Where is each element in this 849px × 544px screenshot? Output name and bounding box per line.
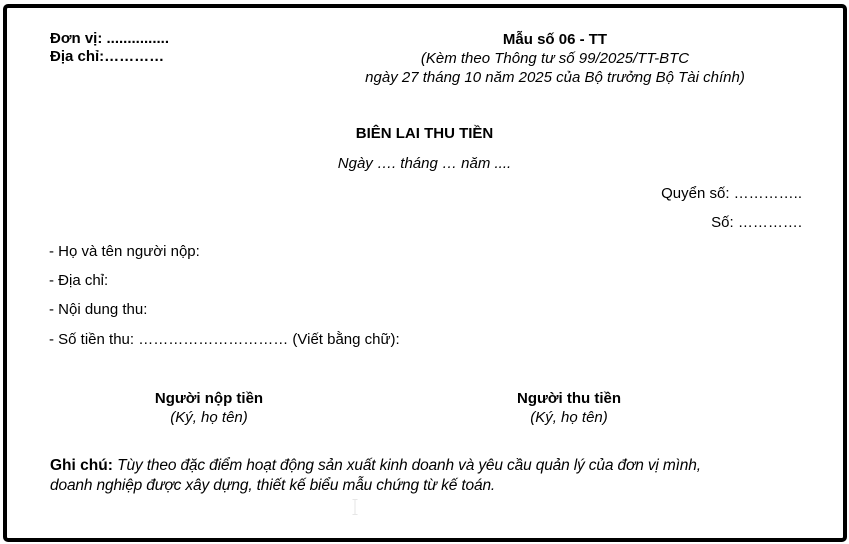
text-cursor-icon (352, 499, 358, 515)
receipt-number: Số: …………. (711, 214, 802, 231)
signature-collector-note: (Ký, họ tên) (530, 409, 608, 426)
receipt-date: Ngày …. tháng … năm .... (337, 155, 512, 172)
unit-label: Đơn vị: ............... (50, 30, 170, 47)
signature-payer-note: (Ký, họ tên) (170, 409, 248, 426)
field-payer-name: - Họ và tên người nộp: (49, 243, 200, 260)
book-number: Quyển số: ………….. (661, 185, 802, 202)
form-header (330, 30, 780, 87)
form-reference-line1: (Kèm theo Thông tư số 99/2025/TT-BTC (420, 50, 690, 67)
form-code: Mẫu số 06 - TT (502, 31, 608, 48)
field-address: - Địa chỉ: (49, 272, 109, 289)
field-amount: - Số tiền thu: ………………………… (Viết bằng chữ): (49, 331, 400, 348)
form-reference-line2: ngày 27 tháng 10 năm 2025 của Bộ trưởng Bộ Tài chính) (365, 69, 745, 86)
signature-payer-title: Người nộp tiền (154, 390, 264, 407)
signature-payer (99, 389, 319, 427)
note-block (50, 456, 701, 496)
note-label: Ghi chú: (50, 457, 113, 474)
signature-collector-title: Người thu tiền (516, 390, 621, 407)
receipt-title: BIÊN LAI THU TIỀN (355, 125, 494, 142)
field-content: - Nội dung thu: (49, 301, 148, 318)
signature-collector (459, 389, 679, 427)
note-line1: Tùy theo đặc điểm hoạt động sản xuất kinh doanh và yêu cầu quản lý của đơn vị mình, (117, 457, 701, 474)
note-line2: doanh nghiệp được xây dựng, thiết kế biểu mẫu chứng từ kế toán. (50, 477, 496, 494)
address-label: Địa chỉ:………… (50, 48, 165, 65)
